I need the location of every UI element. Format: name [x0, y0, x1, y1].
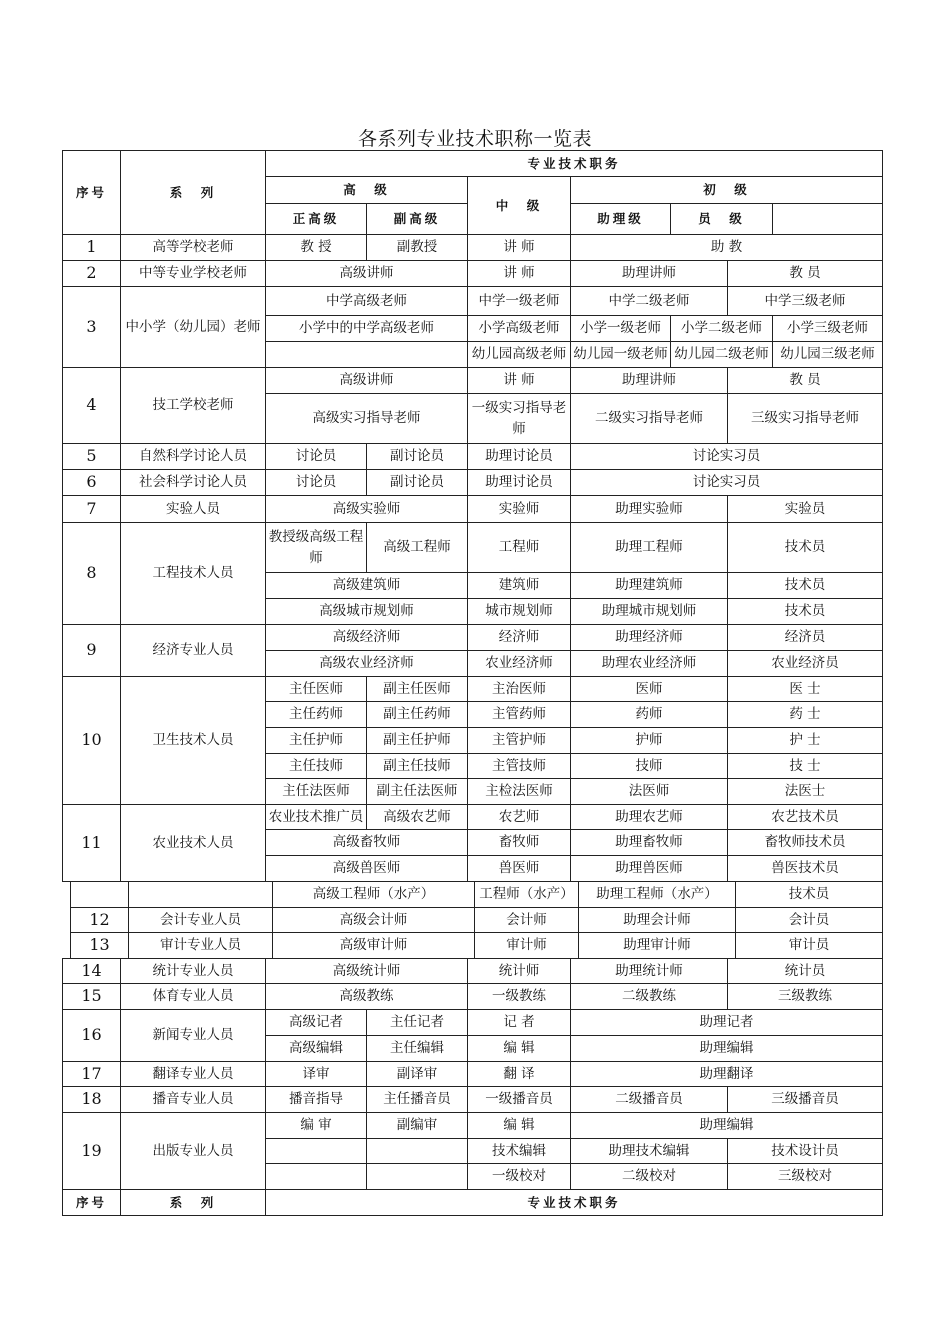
table-cell: 三级实习指导老师 [727, 393, 883, 444]
table-cell: 法医师 [570, 778, 728, 805]
table-cell: 高级经济师 [265, 624, 468, 651]
row-series: 统计专业人员 [120, 958, 266, 984]
table-cell: 高级城市规划师 [265, 598, 468, 625]
header-member: 员 级 [670, 203, 773, 235]
table-cell: 助理工程师 [570, 522, 728, 573]
table-cell: 主管护师 [467, 727, 571, 754]
table-cell: 副讨论员 [366, 443, 468, 470]
table-cell: 一级播音员 [467, 1086, 571, 1113]
table-cell: 农业经济员 [727, 650, 883, 677]
table-cell: 技术编辑 [467, 1138, 571, 1164]
table-cell: 助理讨论员 [467, 469, 571, 496]
row-series: 社会科学讨论人员 [120, 469, 266, 496]
table-cell: 教 员 [727, 260, 883, 287]
table-cell: 中学三级老师 [727, 286, 883, 316]
table-cell: 兽医技术员 [727, 855, 883, 882]
table-cell: 高级兽医师 [265, 855, 468, 882]
header-index: 序号 [62, 150, 121, 235]
table-cell: 审计员 [735, 932, 883, 959]
table-cell: 高级实验师 [265, 495, 468, 523]
table-cell: 小学高级老师 [467, 315, 571, 342]
row-series: 会计专业人员 [128, 907, 273, 933]
table-cell: 副主任技师 [366, 753, 468, 779]
table-cell: 副讨论员 [366, 469, 468, 496]
row-index: 16 [62, 1009, 121, 1062]
table-cell: 主任技师 [265, 753, 367, 779]
table-cell: 建筑师 [467, 572, 571, 599]
header-vice-senior: 副高级 [366, 203, 468, 235]
table-cell: 助理编辑 [570, 1035, 883, 1062]
row-index [70, 881, 129, 908]
table-cell: 小学三级老师 [772, 315, 883, 342]
table-cell: 副主任法医师 [366, 778, 468, 805]
table-cell: 讨论员 [265, 469, 367, 496]
table-cell: 会计师 [474, 907, 579, 933]
table-cell: 三级教练 [727, 983, 883, 1010]
row-index: 14 [62, 958, 121, 984]
page-title: 各系列专业技术职称一览表 [357, 128, 592, 150]
table-cell: 翻 译 [467, 1061, 571, 1087]
table-cell: 副主任药师 [366, 701, 468, 728]
table-cell: 助理技术编辑 [570, 1138, 728, 1164]
header-junior: 初 级 [570, 176, 883, 204]
table-cell: 主管技师 [467, 753, 571, 779]
header-senior: 高 级 [265, 176, 468, 204]
row-index: 7 [62, 495, 121, 523]
header-series: 系 列 [120, 150, 266, 235]
table-cell: 二级实习指导老师 [570, 393, 728, 444]
table-cell: 技术员 [735, 881, 883, 908]
row-series: 出版专业人员 [120, 1112, 266, 1190]
table-cell-empty [366, 1138, 468, 1164]
table-cell: 法医士 [727, 778, 883, 805]
table-cell: 二级教练 [570, 983, 728, 1010]
table-cell: 主任记者 [366, 1009, 468, 1036]
table-cell: 讨论员 [265, 443, 367, 470]
row-index: 12 [70, 907, 129, 933]
row-index: 19 [62, 1112, 121, 1190]
row-index: 17 [62, 1061, 121, 1087]
table-cell: 教 授 [265, 234, 367, 261]
table-cell: 助理实验师 [570, 495, 728, 523]
table-cell: 幼儿园一级老师 [570, 341, 671, 368]
table-cell: 助 教 [570, 234, 883, 261]
footer-duties: 专业技术职务 [265, 1189, 883, 1216]
table-cell: 讨论实习员 [570, 443, 883, 470]
row-series: 技工学校老师 [120, 367, 266, 444]
header-assistant: 助理级 [570, 203, 671, 235]
table-cell: 主检法医师 [467, 778, 571, 805]
row-index: 5 [62, 443, 121, 470]
table-cell: 药师 [570, 701, 728, 728]
table-cell: 助理兽医师 [570, 855, 728, 882]
table-cell: 记 者 [467, 1009, 571, 1036]
table-cell: 经济师 [467, 624, 571, 651]
table-cell: 畜牧师技术员 [727, 829, 883, 856]
row-index: 6 [62, 469, 121, 496]
table-cell: 技术员 [727, 598, 883, 625]
table-cell: 主任法医师 [265, 778, 367, 805]
table-cell: 助理讲师 [570, 367, 728, 394]
table-cell: 主任播音员 [366, 1086, 468, 1113]
table-cell: 一级实习指导老师 [467, 393, 571, 444]
table-cell: 讲 师 [467, 234, 571, 261]
table-cell: 高级记者 [265, 1009, 367, 1036]
table-cell: 技术员 [727, 522, 883, 573]
table-cell: 副教授 [366, 234, 468, 261]
row-series [128, 881, 273, 908]
table-cell: 讲 师 [467, 260, 571, 287]
table-cell: 助理农业经济师 [570, 650, 728, 677]
table-cell: 助理农艺师 [570, 804, 728, 830]
table-cell: 助理畜牧师 [570, 829, 728, 856]
table-cell: 统计师 [467, 958, 571, 984]
table-cell: 小学中的中学高级老师 [265, 315, 468, 342]
table-cell: 工程师 [467, 522, 571, 573]
table-cell: 教授级高级工程师 [265, 522, 367, 573]
table-cell: 高级农业经济师 [265, 650, 468, 677]
row-series: 自然科学讨论人员 [120, 443, 266, 470]
row-index: 2 [62, 260, 121, 287]
table-cell: 副主任医师 [366, 676, 468, 702]
table-cell: 高级审计师 [272, 932, 475, 959]
table-cell: 助理统计师 [570, 958, 728, 984]
row-series: 体育专业人员 [120, 983, 266, 1010]
table-cell-empty [265, 1138, 367, 1164]
table-cell: 教 员 [727, 367, 883, 394]
table-cell: 播音指导 [265, 1086, 367, 1113]
table-cell: 实验师 [467, 495, 571, 523]
table-cell: 高级编辑 [265, 1035, 367, 1062]
row-index: 8 [62, 522, 121, 625]
row-series: 工程技术人员 [120, 522, 266, 625]
table-cell: 中学高级老师 [265, 286, 468, 316]
table-cell: 护 士 [727, 727, 883, 754]
table-cell: 助理讲师 [570, 260, 728, 287]
row-series: 农业技术人员 [120, 804, 266, 882]
table-cell: 经济员 [727, 624, 883, 651]
table-cell: 高级实习指导老师 [265, 393, 468, 444]
table-cell: 主管药师 [467, 701, 571, 728]
row-index: 9 [62, 624, 121, 677]
header-empty [772, 203, 883, 235]
table-cell: 幼儿园二级老师 [670, 341, 773, 368]
table-cell: 高级教练 [265, 983, 468, 1010]
row-index: 11 [62, 804, 121, 882]
table-cell: 医 士 [727, 676, 883, 702]
table-cell: 会计员 [735, 907, 883, 933]
table-cell: 助理经济师 [570, 624, 728, 651]
table-cell: 助理审计师 [578, 932, 736, 959]
row-index: 15 [62, 983, 121, 1010]
table-cell-empty [265, 1163, 367, 1190]
table-cell: 农业技术推广员 [265, 804, 367, 830]
header-duties: 专业技术职务 [265, 150, 883, 177]
table-cell: 助理会计师 [578, 907, 736, 933]
table-cell: 高级工程师（水产） [272, 881, 475, 908]
table-cell: 兽医师 [467, 855, 571, 882]
row-index: 3 [62, 286, 121, 368]
row-series: 卫生技术人员 [120, 676, 266, 805]
table-cell: 城市规划师 [467, 598, 571, 625]
table-cell: 实验员 [727, 495, 883, 523]
table-cell: 农业经济师 [467, 650, 571, 677]
table-cell: 医师 [570, 676, 728, 702]
table-cell-empty [265, 341, 468, 368]
row-series: 中小学（幼儿园）老师 [120, 286, 266, 368]
row-index: 10 [62, 676, 121, 805]
footer-index: 序号 [62, 1189, 121, 1216]
table-cell: 技 士 [727, 753, 883, 779]
table-cell: 三级播音员 [727, 1086, 883, 1113]
row-index: 1 [62, 234, 121, 261]
row-series: 高等学校老师 [120, 234, 266, 261]
table-cell: 农艺师 [467, 804, 571, 830]
row-series: 播音专业人员 [120, 1086, 266, 1113]
table-cell: 编 审 [265, 1112, 367, 1139]
table-cell: 编 辑 [467, 1035, 571, 1062]
table-cell: 中学二级老师 [570, 286, 728, 316]
header-full-senior: 正高级 [265, 203, 367, 235]
table-cell: 畜牧师 [467, 829, 571, 856]
table-cell: 幼儿园三级老师 [772, 341, 883, 368]
table-cell: 小学一级老师 [570, 315, 671, 342]
table-cell: 主任药师 [265, 701, 367, 728]
header-intermediate: 中 级 [467, 176, 571, 235]
row-series: 审计专业人员 [128, 932, 273, 959]
table-cell: 高级统计师 [265, 958, 468, 984]
table-cell: 讨论实习员 [570, 469, 883, 496]
table-cell: 助理建筑师 [570, 572, 728, 599]
table-cell: 主任医师 [265, 676, 367, 702]
table-cell: 译审 [265, 1061, 367, 1087]
table-cell: 小学二级老师 [670, 315, 773, 342]
table-cell: 一级校对 [467, 1163, 571, 1190]
footer-series: 系 列 [120, 1189, 266, 1216]
table-cell: 幼儿园高级老师 [467, 341, 571, 368]
table-cell: 二级播音员 [570, 1086, 728, 1113]
table-cell: 编 辑 [467, 1112, 571, 1139]
table-cell: 副编审 [366, 1112, 468, 1139]
row-series: 实验人员 [120, 495, 266, 523]
table-cell: 助理讨论员 [467, 443, 571, 470]
row-series: 经济专业人员 [120, 624, 266, 677]
table-cell: 高级会计师 [272, 907, 475, 933]
table-cell: 统计员 [727, 958, 883, 984]
table-cell: 技师 [570, 753, 728, 779]
row-series: 中等专业学校老师 [120, 260, 266, 287]
row-index: 4 [62, 367, 121, 444]
table-cell: 高级讲师 [265, 367, 468, 394]
table-cell: 助理编辑 [570, 1112, 883, 1139]
table-cell: 讲 师 [467, 367, 571, 394]
table-cell: 护师 [570, 727, 728, 754]
row-index: 18 [62, 1086, 121, 1113]
table-cell: 中学一级老师 [467, 286, 571, 316]
table-cell: 二级校对 [570, 1163, 728, 1190]
table-cell-empty [366, 1163, 468, 1190]
table-cell: 高级工程师 [366, 522, 468, 573]
table-cell: 农艺技术员 [727, 804, 883, 830]
table-cell: 副译审 [366, 1061, 468, 1087]
table-cell: 工程师（水产） [474, 881, 579, 908]
table-cell: 三级校对 [727, 1163, 883, 1190]
table-cell: 高级讲师 [265, 260, 468, 287]
table-cell: 副主任护师 [366, 727, 468, 754]
table-cell: 助理工程师（水产） [578, 881, 736, 908]
table-cell: 技术员 [727, 572, 883, 599]
table-cell: 高级农艺师 [366, 804, 468, 830]
row-series: 新闻专业人员 [120, 1009, 266, 1062]
row-index: 13 [70, 932, 129, 959]
table-cell: 一级教练 [467, 983, 571, 1010]
table-cell: 审计师 [474, 932, 579, 959]
table-cell: 高级畜牧师 [265, 829, 468, 856]
table-cell: 助理城市规划师 [570, 598, 728, 625]
table-cell: 助理记者 [570, 1009, 883, 1036]
table-cell: 助理翻译 [570, 1061, 883, 1087]
table-cell: 高级建筑师 [265, 572, 468, 599]
table-cell: 主治医师 [467, 676, 571, 702]
table-cell: 药 士 [727, 701, 883, 728]
table-cell: 技术设计员 [727, 1138, 883, 1164]
table-cell: 主任护师 [265, 727, 367, 754]
table-cell: 主任编辑 [366, 1035, 468, 1062]
row-series: 翻译专业人员 [120, 1061, 266, 1087]
